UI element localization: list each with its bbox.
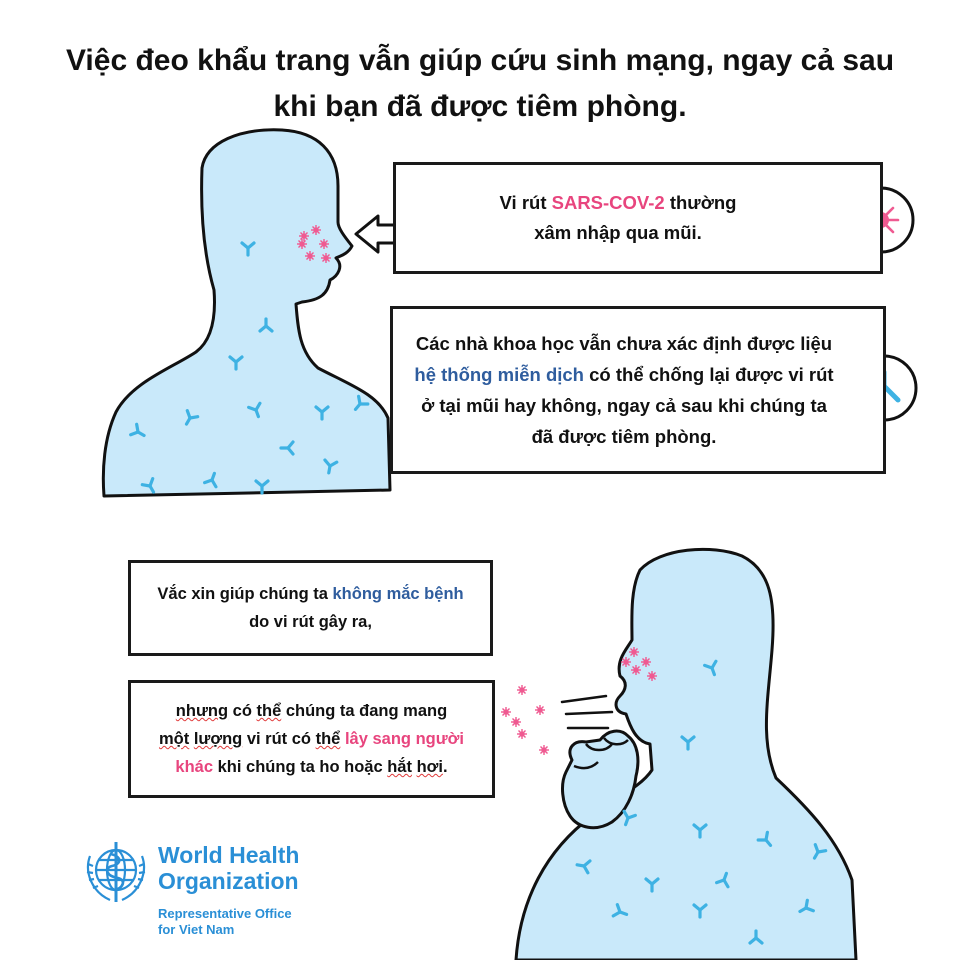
who-office-line-1: Representative Office xyxy=(158,906,292,921)
box4-word-1: nhưng xyxy=(175,702,229,720)
cough-lines xyxy=(562,696,612,728)
who-name-line-1: World Health xyxy=(158,842,300,868)
title-line-2: khi bạn đã được tiêm phòng. xyxy=(273,90,687,123)
info-box-immune-system-text xyxy=(413,328,835,452)
person-silhouette-bottom xyxy=(516,549,856,960)
person-silhouette-top xyxy=(103,130,390,496)
title-line-1: Việc đeo khẩu trang vẫn giúp cứu sinh mạng, ngay cả sau xyxy=(65,44,895,77)
info-box-immune-system xyxy=(390,306,886,474)
box4-word-4: lượng xyxy=(193,730,243,748)
info-box-transmission xyxy=(128,680,495,798)
who-office-name xyxy=(158,906,292,938)
box4-word-5: thể xyxy=(315,730,341,748)
who-office-line-2: for Viet Nam xyxy=(158,922,235,937)
box4-text-6: khi chúng ta ho hoặc xyxy=(213,758,388,776)
box3-text-post: do vi rút gây ra, xyxy=(249,613,372,631)
box1-virus-name: SARS-COV-2 xyxy=(551,192,665,213)
box4-word-3: một xyxy=(158,730,190,748)
box4-highlight-1: lây sang người xyxy=(344,730,464,748)
box4-text-1: có xyxy=(228,702,257,720)
box4-word-2: thể xyxy=(256,702,282,720)
who-organization-name xyxy=(158,842,299,894)
box4-text-4: vi rút có xyxy=(242,730,316,748)
box4-word-7: hơi xyxy=(416,758,443,776)
box4-text-2: chúng ta đang mang xyxy=(281,702,448,720)
info-box-vaccine-text xyxy=(157,580,463,636)
box2-text-post: có thể chống lại được vi rút ở tại mũi hay không, ngay cả sau khi chúng ta đã được tiêm phòng. xyxy=(421,364,834,447)
box2-text-pre: Các nhà khoa học vẫn chưa xác định được liệu xyxy=(415,333,833,354)
info-box-vaccine xyxy=(128,560,493,656)
box4-highlight-2: khác xyxy=(175,758,214,776)
info-box-nose-entry-text xyxy=(500,188,737,248)
who-emblem-icon xyxy=(80,836,152,908)
box1-text-pre: Vi rút xyxy=(499,192,552,213)
box3-not-sick: không mắc bệnh xyxy=(332,585,464,603)
box3-text-pre: Vắc xin giúp chúng ta xyxy=(157,585,333,603)
who-name-line-2: Organization xyxy=(158,868,299,894)
box4-word-6: hắt xyxy=(387,758,412,776)
virus-particles-cough xyxy=(501,685,549,755)
box1-text-line2: xâm nhập qua mũi. xyxy=(534,222,702,243)
box2-immune-system: hệ thống miễn dịch xyxy=(414,364,584,385)
info-box-nose-entry xyxy=(393,162,883,274)
box1-text-post: thường xyxy=(664,192,737,213)
box4-text-8: . xyxy=(442,758,448,776)
info-box-transmission-text xyxy=(159,697,464,781)
